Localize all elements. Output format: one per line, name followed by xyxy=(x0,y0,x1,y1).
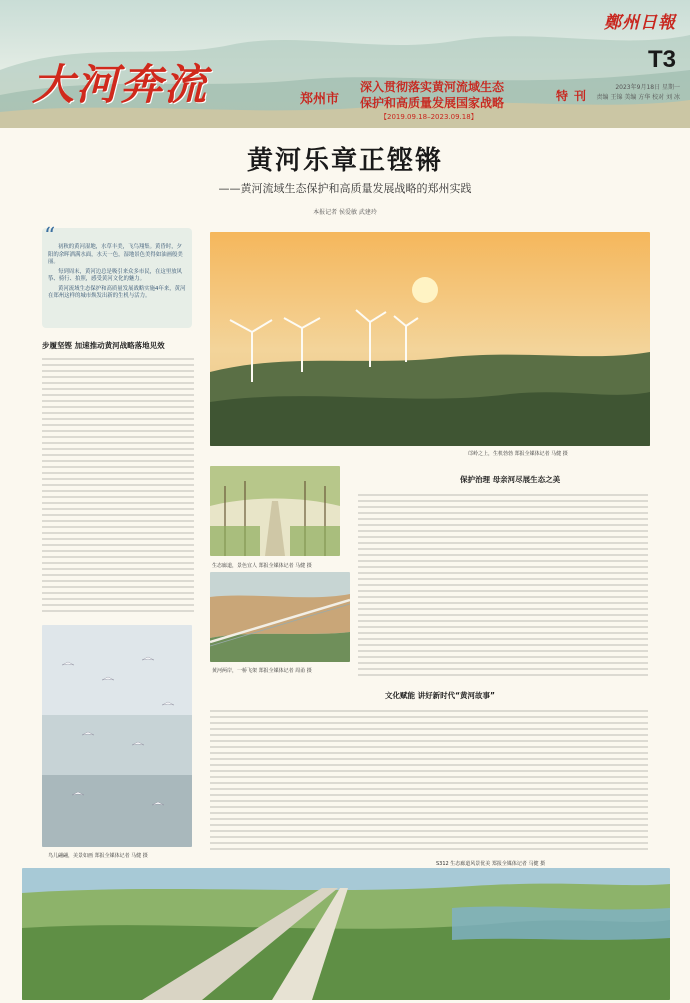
birds-wetland-photo xyxy=(42,625,192,847)
intro-paragraph: 初秋的黄河湿地，水草丰美，飞鸟翔集。黄昏时，夕阳的余晖洒满水面，水天一色，湿地景色美得如油画般美丽。 xyxy=(48,244,183,265)
middle-column-text xyxy=(358,490,648,676)
special-issue-label: 特刊 xyxy=(556,89,593,103)
special-edition-brand: 大河奔流 xyxy=(32,60,209,109)
caption-bridge: 黄河两岸，一桥飞架 郑报全媒体记者 周甬 摄 xyxy=(212,668,312,674)
section-title-middle: 保护治理 母亲河尽展生态之美 xyxy=(460,475,561,484)
newspaper-logo: 鄭州日報 xyxy=(604,13,676,33)
tagline-line-1: 深入贯彻落实黄河流域生态 xyxy=(360,80,505,94)
issue-date: 2023年9月18日 星期一 xyxy=(615,84,680,91)
subheadline: ——黄河流域生态保护和高质量发展战略的郑州实践 xyxy=(218,182,472,195)
section-title-bottom: 文化赋能 讲好新时代“黄河故事” xyxy=(385,691,495,700)
s312-ecological-corridor-photo xyxy=(22,868,670,1000)
caption-sunset: 邙岭之上，生机勃勃 郑报全媒体记者 马健 摄 xyxy=(468,451,568,457)
editor-credits: 责编 王锦 美编 方华 校对 刘 冰 xyxy=(596,94,680,101)
sunset-wind-turbines-photo xyxy=(210,232,650,446)
city-label: 郑州市 xyxy=(300,92,340,107)
section-title-left: 步履坚铿 加速推动黄河战略落地见效 xyxy=(42,341,165,350)
intro-paragraph: 每到周末，黄河边总是吸引来众多市民，在这里放风筝、骑行、拍照，感受黄河文化的魅力。 xyxy=(48,268,182,282)
ecological-corridor-woods-photo xyxy=(210,466,340,556)
main-headline: 黄河乐章正铿锵 xyxy=(246,146,443,176)
tagline-line-2: 保护和高质量发展国家战略 xyxy=(360,96,505,110)
bottom-column-text xyxy=(210,706,648,852)
caption-birds: 鸟儿翩翩，美景如画 郑报全媒体记者 马健 摄 xyxy=(48,853,148,859)
period-label: 【2019.09.18–2023.09.18】 xyxy=(380,113,478,121)
byline: 本报记者 侯爱敏 武建玲 xyxy=(313,209,377,216)
yellow-river-bridge-photo xyxy=(210,572,350,662)
intro-box xyxy=(42,228,192,328)
caption-corridor: S312 生态廊道风景优美 郑报全媒体记者 马健 摄 xyxy=(436,861,546,867)
intro-paragraph: 黄河流域生态保护和高质量发展战略实施4年来，黄河在郑州这样的城市焕发出新的生机与活力。 xyxy=(48,285,186,299)
left-column-text xyxy=(42,354,194,612)
caption-woods: 生态廊道，景色宜人 郑报全媒体记者 马健 摄 xyxy=(212,563,312,569)
page-number: T3 xyxy=(647,46,676,73)
quote-mark-icon: “ xyxy=(44,224,56,249)
